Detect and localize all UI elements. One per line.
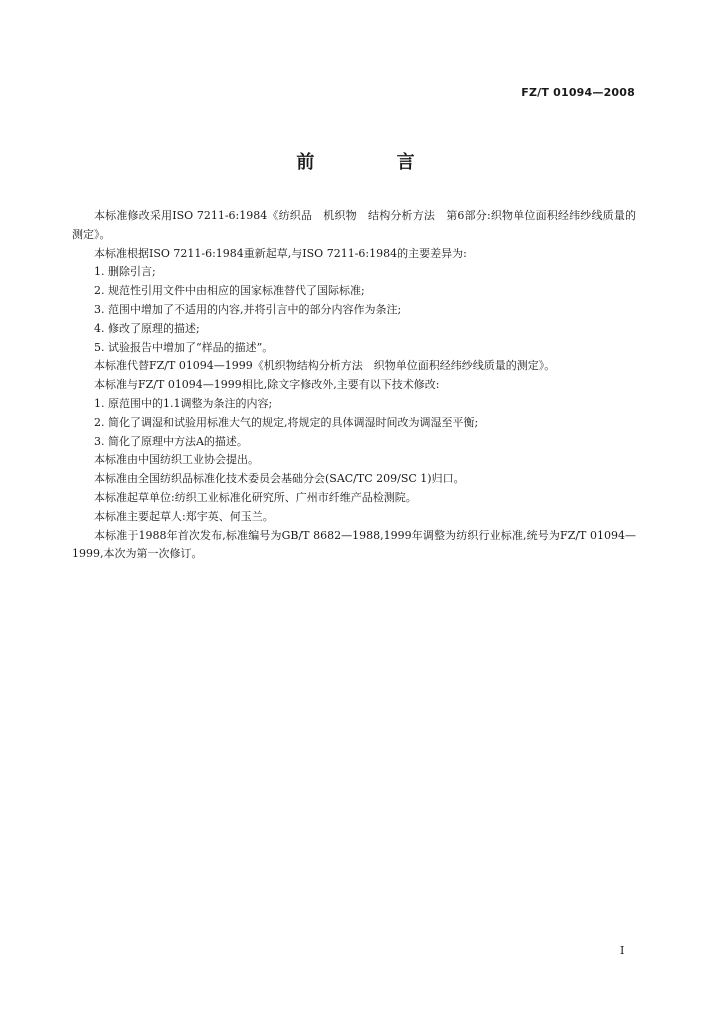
- list-item: 1. 删除引言;: [94, 265, 156, 279]
- paragraph: 本标准由全国纺织品标准化技术委员会基础分会(SAC/TC 209/SC 1)归口。: [94, 472, 465, 486]
- foreword-body: [72, 207, 636, 564]
- list-item: 1. 原范围中的1.1调整为条注的内容;: [94, 396, 273, 410]
- list-item: 2. 简化了调湿和试验用标准大气的规定,将规定的具体调湿时间改为调湿至平衡;: [94, 415, 479, 429]
- paragraph: 本标准起草单位:纺织工业标准化研究所、广州市纤维产品检测院。: [94, 490, 417, 504]
- list-item: 2. 规范性引用文件中由相应的国家标准替代了国际标准;: [94, 284, 365, 298]
- paragraph: 本标准与FZ/T 01094—1999相比,除文字修改外,主要有以下技术修改:: [94, 378, 440, 392]
- page-number: I: [620, 944, 625, 957]
- paragraph: 本标准修改采用ISO 7211-6:1984《纺织品 机织物 结构分析方法 第6部分:织物单位面积经纬纱线质量的测定》。: [72, 209, 636, 241]
- list-item: 5. 试验报告中增加了“样品的描述”。: [94, 340, 274, 354]
- list-item: 3. 范围中增加了不适用的内容,并将引言中的部分内容作为条注;: [94, 302, 402, 316]
- paragraph: 本标准于1988年首次发布,标准编号为GB/T 8682—1988,1999年调整为纺织行业标准,统号为FZ/T 01094—1999,本次为第一次修订。: [72, 528, 636, 561]
- list-item: 4. 修改了原理的描述;: [94, 321, 200, 335]
- list-item: 3. 简化了原理中方法A的描述。: [94, 434, 248, 448]
- paragraph: 本标准由中国纺织工业协会提出。: [94, 453, 259, 467]
- paragraph: 本标准根据ISO 7211-6:1984重新起草,与ISO 7211-6:1984的主要差异为:: [94, 246, 467, 260]
- standard-code: FZ/T 01094—2008: [521, 86, 635, 99]
- paragraph: 本标准代替FZ/T 01094—1999《机织物结构分析方法 织物单位面积经纬纱线质量的测定》。: [94, 359, 556, 373]
- paragraph: 本标准主要起草人:郑宇英、何玉兰。: [94, 509, 274, 523]
- page-title: 前 言: [296, 152, 453, 173]
